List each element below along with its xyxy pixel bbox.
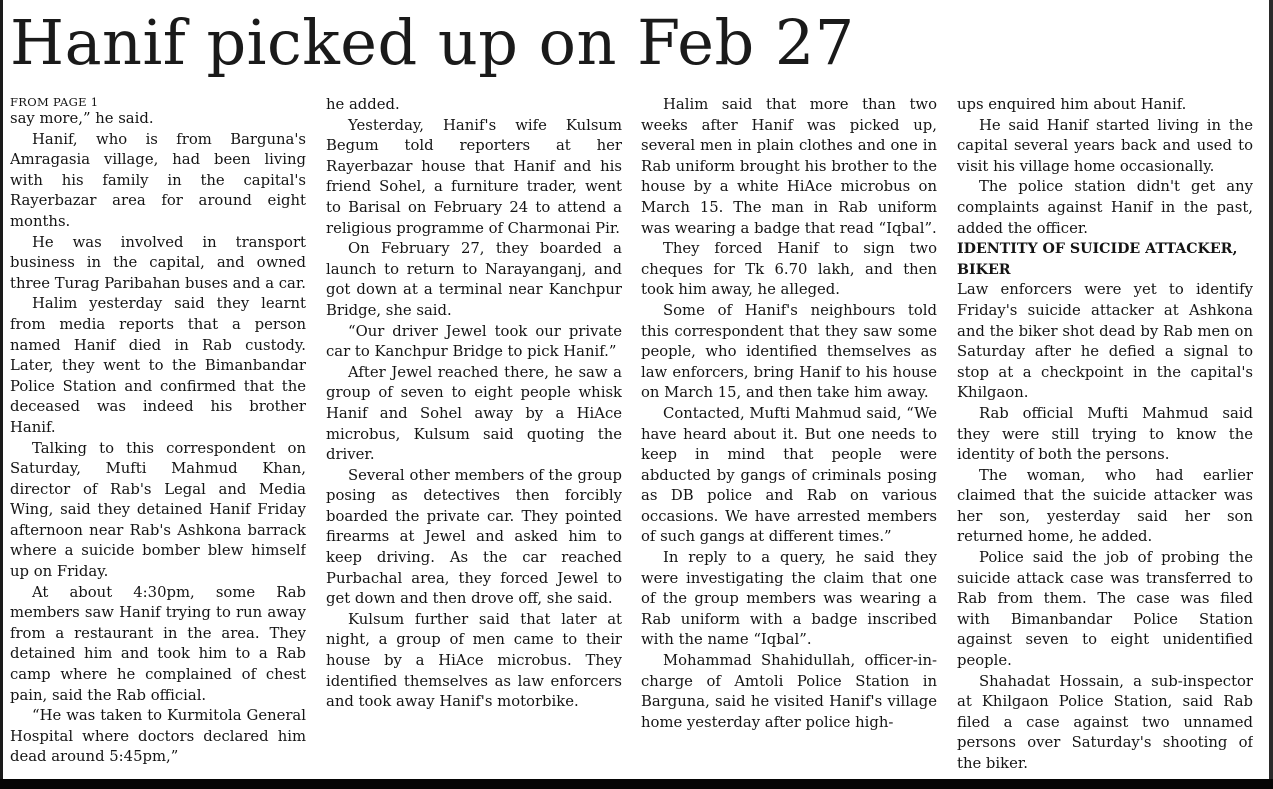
- paragraph: Some of Hanif's neighbours told this correspondent that they saw some people, who identified themselves as law enforcers, bring Hanif to his house on March 15, and then take him away.: [641, 301, 937, 402]
- headline: Hanif picked up on Feb 27: [10, 6, 855, 79]
- paragraph: On February 27, they boarded a launch to return to Narayanganj, and got down at a terminal near Kanchpur Bridge, she said.: [326, 240, 622, 319]
- paragraph: ups enquired him about Hanif.: [957, 96, 1187, 113]
- article-column-2: [326, 95, 622, 777]
- article-column-3: [641, 95, 937, 777]
- paragraph: Law enforcers were yet to identify Friday's suicide attacker at Ashkona and the biker shot dead by Rab men on Saturday after he defied a signal to stop at a checkpoint in the capital's Khilgaon.: [957, 281, 1253, 402]
- scan-edge-left: [0, 0, 3, 789]
- paragraph: Rab official Mufti Mahmud said they were still trying to know the identity of both the persons.: [957, 404, 1253, 464]
- paragraph: Kulsum further said that later at night, a group of men came to their house by a HiAce microbus. They identified themselves as law enforcers and took away Hanif's motorbike.: [326, 610, 622, 711]
- paragraph: He said Hanif started living in the capital several years back and used to visit his village home occasionally.: [957, 116, 1253, 175]
- paragraph: Talking to this correspondent on Saturday, Mufti Mahmud Khan, director of Rab's Legal and Media Wing, said they detained Hanif Friday afternoon near Rab's Ashkona barrack where a suicide bomber blew himself up on Friday.: [10, 439, 306, 581]
- continued-from-label: FROM PAGE 1: [10, 95, 99, 109]
- paragraph: he added.: [326, 96, 400, 113]
- article-column-4: [957, 95, 1253, 777]
- paragraph: Police said the job of probing the suicide attack case was transferred to Rab from them. The case was filed with Bimanbandar Police Station against seven to eight unidentified people.: [957, 549, 1253, 670]
- section-subhead: IDENTITY OF SUICIDE ATTACKER, BIKER: [957, 241, 1238, 278]
- paragraph: In reply to a query, he said they were investigating the claim that one of the group members was wearing a Rab uniform with a badge inscribed with the name “Iqbal”.: [641, 549, 937, 649]
- paragraph: Yesterday, Hanif's wife Kulsum Begum told reporters at her Rayerbazar house that Hanif and his friend Sohel, a furniture trader, went to Barisal on February 24 to attend a religious programme of Charmonai Pir.: [326, 116, 622, 237]
- paragraph: Hanif, who is from Barguna's Amragasia village, had been living with his family in the capital's Rayerbazar area for around eight months.: [10, 130, 306, 230]
- paragraph: Shahadat Hossain, a sub-inspector at Khilgaon Police Station, said Rab filed a case against two unnamed persons over Saturday's shooting of the biker.: [957, 672, 1253, 772]
- paragraph: The police station didn't get any complaints against Hanif in the past, added the officer.: [957, 178, 1253, 237]
- paragraph: They forced Hanif to sign two cheques for Tk 6.70 lakh, and then took him away, he alleged.: [641, 240, 937, 299]
- scan-edge-bottom: [0, 779, 1273, 789]
- paragraph: “Our driver Jewel took our private car to Kanchpur Bridge to pick Hanif.”: [326, 322, 622, 361]
- paragraph: Contacted, Mufti Mahmud said, “We have heard about it. But one needs to keep in mind that people were abducted by gangs of criminals posing as DB police and Rab on various occasions. We have arrested members of such gangs at different times.”: [641, 404, 937, 546]
- scan-edge-right: [1269, 0, 1273, 789]
- paragraph: Halim said that more than two weeks after Hanif was picked up, several men in plain clothes and one in Rab uniform brought his brother to the house by a white HiAce microbus on March 15. The man in Rab uniform was wearing a badge that read “Iqbal”.: [641, 96, 937, 237]
- paragraph: “He was taken to Kurmitola General Hospital where doctors declared him dead around 5:45pm,”: [10, 707, 306, 766]
- paragraph: After Jewel reached there, he saw a group of seven to eight people whisk Hanif and Sohel away by a HiAce microbus, Kulsum said quoting the driver.: [326, 363, 622, 464]
- paragraph: Halim yesterday said they learnt from media reports that a person named Hanif died in Rab custody. Later, they went to the Bimanbandar Police Station and confirmed that the deceased was indeed his brother Hanif.: [10, 295, 306, 436]
- article-column-1: [10, 95, 306, 777]
- paragraph: He was involved in transport business in the capital, and owned three Turag Paribahan buses and a car.: [10, 233, 306, 292]
- paragraph: Several other members of the group posing as detectives then forcibly boarded the private car. They pointed firearms at Jewel and asked him to keep driving. As the car reached Purbachal area, they forced Jewel to get down and then drove off, she said.: [326, 466, 622, 608]
- paragraph: The woman, who had earlier claimed that the suicide attacker was her son, yesterday said her son returned home, he added.: [957, 466, 1253, 546]
- paragraph: Mohammad Shahidullah, officer-in-charge of Amtoli Police Station in Barguna, said he visited Hanif's village home yesterday after police high-: [641, 652, 937, 731]
- paragraph: At about 4:30pm, some Rab members saw Hanif trying to run away from a restaurant in the area. They detained him and took him to a Rab camp where he complained of chest pain, said the Rab official.: [10, 583, 306, 704]
- paragraph: say more,” he said.: [10, 110, 154, 127]
